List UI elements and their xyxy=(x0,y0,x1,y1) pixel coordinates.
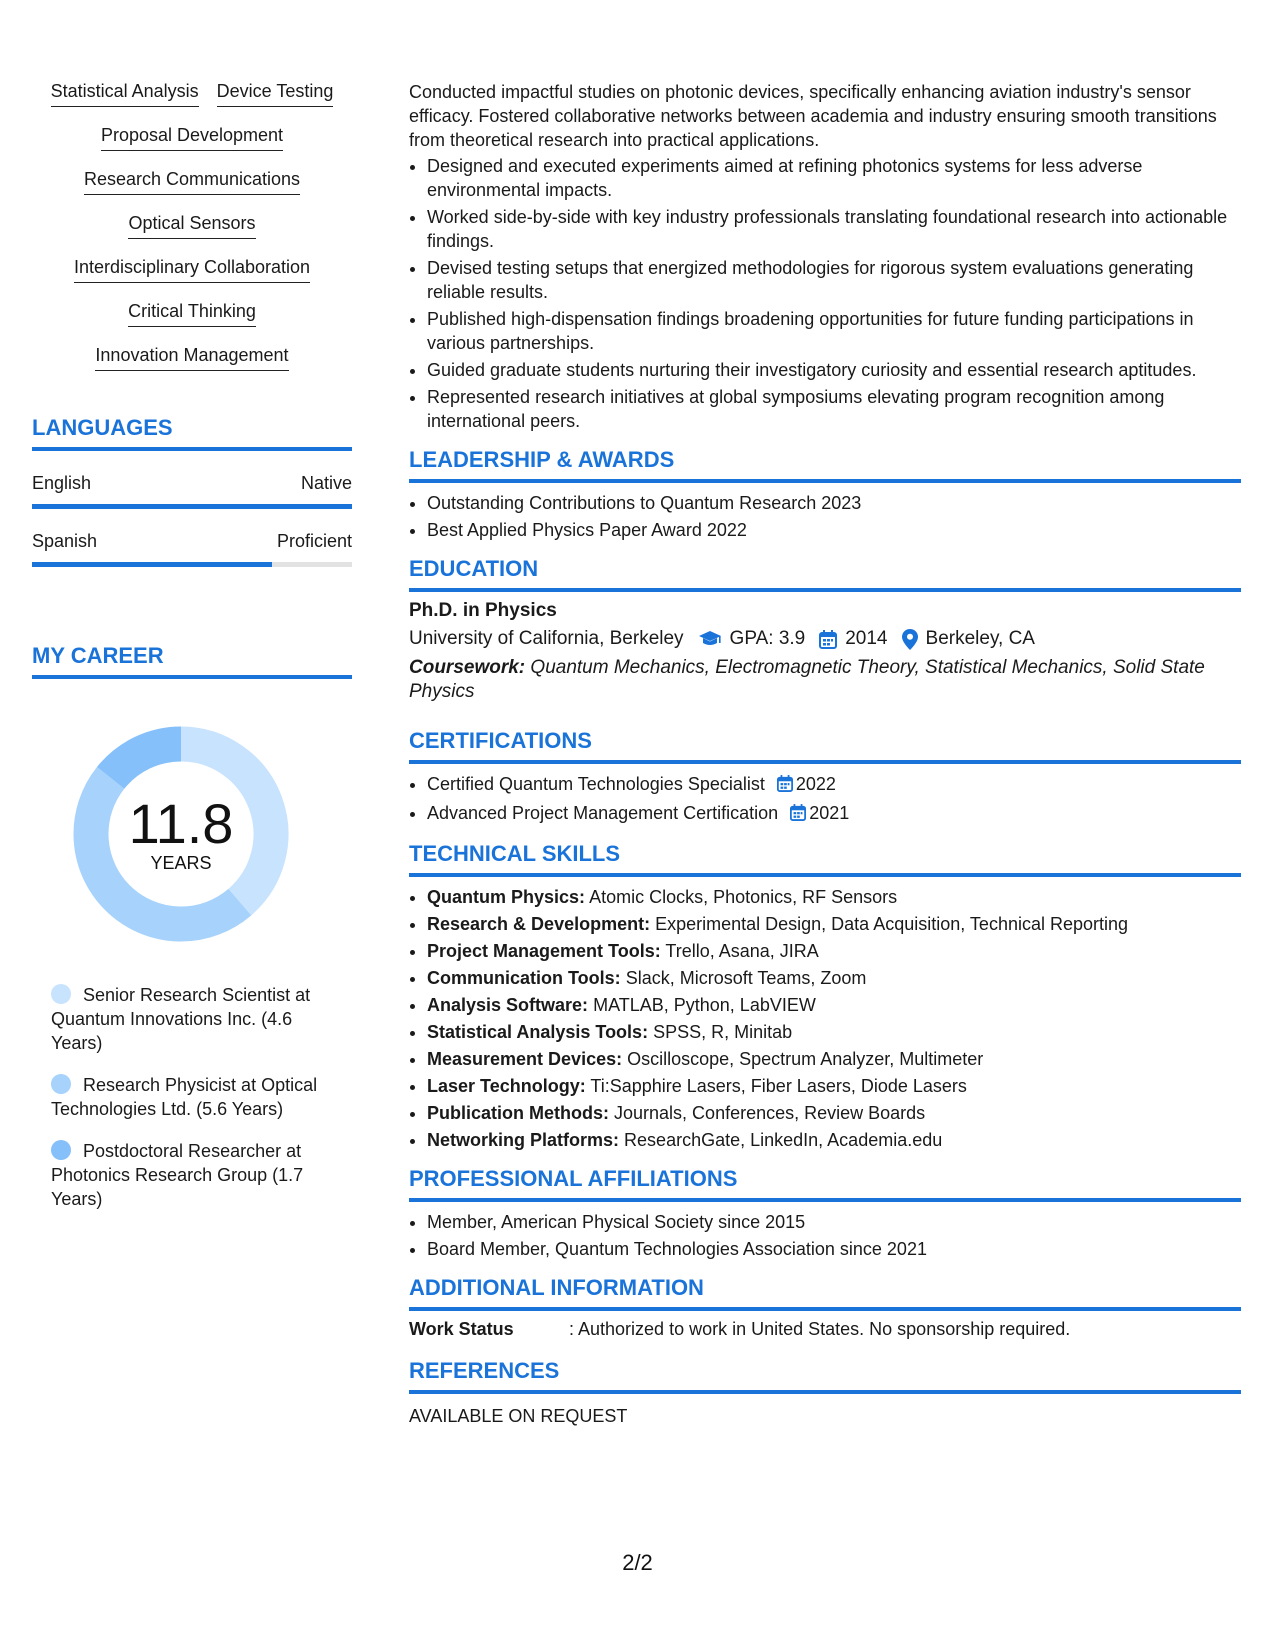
list-item: • Guided graduate students nurturing their investigatory curiosity and essential research aptitudes. xyxy=(427,358,1241,382)
graduation-cap-icon xyxy=(698,630,722,648)
list-item xyxy=(427,772,1241,798)
career-heading: MY CAREER xyxy=(32,643,352,679)
references-text: AVAILABLE ON REQUEST xyxy=(409,1406,628,1426)
language-level: Native xyxy=(300,473,352,493)
legend-label: Senior Research Scientist at Quantum Innovations Inc. (4.6 Years) xyxy=(51,985,311,1053)
list-item: • Represented research initiatives at global symposiums elevating program recognition among international peers. xyxy=(427,385,1241,433)
list-item xyxy=(427,1128,1241,1152)
skill-label: Communication Tools: xyxy=(427,968,621,988)
skill-tag: Optical Sensors xyxy=(128,212,255,239)
list-item xyxy=(427,1020,1241,1044)
degree-title: Ph.D. in Physics xyxy=(409,600,557,621)
legend-item xyxy=(51,1073,321,1121)
main-content xyxy=(409,80,1241,1427)
list-item: • Devised testing setups that energized methodologies for rigorous system evaluations generating reliable results. xyxy=(427,256,1241,304)
technical-skills-list xyxy=(409,885,1241,1152)
school-name: University of California, Berkeley xyxy=(409,628,684,649)
skill-value: Ti:Sapphire Lasers, Fiber Lasers, Diode Lasers xyxy=(590,1076,967,1096)
skill-value: Slack, Microsoft Teams, Zoom xyxy=(625,968,867,988)
work-status-label: Work Status xyxy=(409,1319,514,1339)
language-bar xyxy=(32,504,352,509)
education-heading: EDUCATION xyxy=(409,556,1241,592)
list-item xyxy=(427,912,1241,936)
list-item xyxy=(427,966,1241,990)
list-item xyxy=(427,939,1241,963)
technical-skills-heading: TECHNICAL SKILLS xyxy=(409,841,1241,877)
calendar-icon xyxy=(819,630,837,649)
coursework-list: Quantum Mechanics, Electromagnetic Theory, Statistical Mechanics, Solid State Physics xyxy=(409,657,1205,702)
certifications-heading: CERTIFICATIONS xyxy=(409,728,1241,764)
sidebar xyxy=(32,80,352,1229)
legend-dot xyxy=(51,1074,71,1094)
list-item xyxy=(427,801,1241,827)
affiliations-list xyxy=(409,1210,1241,1261)
skill-tag: Device Testing xyxy=(217,80,334,107)
page-number: 2/2 xyxy=(622,1550,653,1575)
list-item: • Best Applied Physics Paper Award 2022 xyxy=(427,518,1241,542)
experience-intro: Conducted impactful studies on photonic devices, specifically enhancing aviation industry's sensor efficacy. Fostered collaborative networks between academia and industry ensuring smooth transitions from theoretical research into practical applications. xyxy=(409,82,1217,150)
coursework-label: Coursework: xyxy=(409,657,526,678)
skill-value: Oscilloscope, Spectrum Analyzer, Multimeter xyxy=(627,1049,984,1069)
coursework xyxy=(409,656,1241,704)
career-donut-chart xyxy=(66,719,296,949)
certifications-list xyxy=(409,772,1241,827)
education-details xyxy=(409,628,1241,650)
work-status-value: : Authorized to work in United States. No sponsorship required. xyxy=(569,1319,1071,1339)
skill-label: Laser Technology: xyxy=(427,1076,586,1096)
skill-label: Project Management Tools: xyxy=(427,941,661,961)
skill-value: Atomic Clocks, Photonics, RF Sensors xyxy=(589,887,898,907)
career-total: 11.8 xyxy=(128,791,234,855)
skill-value: SPSS, R, Minitab xyxy=(653,1022,793,1042)
language-bar xyxy=(32,562,352,567)
list-item xyxy=(427,993,1241,1017)
additional-info-heading: ADDITIONAL INFORMATION xyxy=(409,1275,1241,1311)
legend-label: Research Physicist at Optical Technologies Ltd. (5.6 Years) xyxy=(51,1075,318,1119)
skill-value: Trello, Asana, JIRA xyxy=(665,941,819,961)
legend-dot xyxy=(51,1140,71,1160)
skill-tag: Critical Thinking xyxy=(128,300,256,327)
list-item xyxy=(427,1101,1241,1125)
language-bar-fill xyxy=(32,504,352,509)
language-item xyxy=(32,473,352,509)
school-location: Berkeley, CA xyxy=(925,628,1035,649)
skills-tags xyxy=(32,80,352,371)
languages-heading: LANGUAGES xyxy=(32,415,352,451)
language-name: English xyxy=(32,473,92,493)
list-item: • Worked side-by-side with key industry professionals translating foundational research into actionable findings. xyxy=(427,205,1241,253)
list-item: • Member, American Physical Society since 2015 xyxy=(427,1210,1241,1234)
skill-label: Analysis Software: xyxy=(427,995,589,1015)
legend-item xyxy=(51,1139,321,1211)
skill-label: Quantum Physics: xyxy=(427,887,586,907)
language-item xyxy=(32,531,352,567)
affiliations-heading: PROFESSIONAL AFFILIATIONS xyxy=(409,1166,1241,1202)
list-item xyxy=(427,885,1241,909)
skill-label: Measurement Devices: xyxy=(427,1049,623,1069)
certification-year: 2021 xyxy=(809,803,850,823)
certification-name: Advanced Project Management Certification xyxy=(427,803,779,823)
language-name: Spanish xyxy=(32,531,98,551)
list-item: • Published high-dispensation findings broadening opportunities for future funding participations in various partnerships. xyxy=(427,307,1241,355)
skill-value: Journals, Conferences, Review Boards xyxy=(614,1103,926,1123)
skill-tag: Interdisciplinary Collaboration xyxy=(74,256,310,283)
references-heading: REFERENCES xyxy=(409,1358,1241,1394)
skill-label: Networking Platforms: xyxy=(427,1130,620,1150)
list-item xyxy=(427,1074,1241,1098)
certification-name: Certified Quantum Technologies Specialist xyxy=(427,774,765,794)
language-bar-fill xyxy=(32,562,272,567)
legend-item xyxy=(51,983,321,1055)
skill-label: Publication Methods: xyxy=(427,1103,609,1123)
skill-tag: Proposal Development xyxy=(101,124,283,151)
calendar-icon xyxy=(777,774,793,798)
list-item: • Designed and executed experiments aimed at refining photonics systems for less adverse environmental impacts. xyxy=(427,154,1241,202)
list-item: • Board Member, Quantum Technologies Association since 2021 xyxy=(427,1237,1241,1261)
skill-value: Experimental Design, Data Acquisition, Technical Reporting xyxy=(655,914,1129,934)
list-item xyxy=(427,1047,1241,1071)
skill-value: ResearchGate, LinkedIn, Academia.edu xyxy=(624,1130,943,1150)
certification-year: 2022 xyxy=(795,774,836,794)
skill-tag: Statistical Analysis xyxy=(51,80,199,107)
skill-label: Statistical Analysis Tools: xyxy=(427,1022,649,1042)
career-unit: YEARS xyxy=(150,852,212,873)
gpa: GPA: 3.9 xyxy=(729,628,806,649)
language-level: Proficient xyxy=(276,531,352,551)
experience-bullets xyxy=(409,154,1241,433)
location-pin-icon xyxy=(902,629,918,650)
awards-heading: LEADERSHIP & AWARDS xyxy=(409,447,1241,483)
skill-label: Research & Development: xyxy=(427,914,651,934)
skill-tag: Research Communications xyxy=(84,168,300,195)
list-item: • Outstanding Contributions to Quantum Research 2023 xyxy=(427,491,1241,515)
work-status-row xyxy=(409,1319,1241,1340)
skill-tag: Innovation Management xyxy=(95,344,288,371)
legend-label: Postdoctoral Researcher at Photonics Research Group (1.7 Years) xyxy=(51,1141,304,1209)
graduation-year: 2014 xyxy=(845,628,888,649)
skill-value: MATLAB, Python, LabVIEW xyxy=(593,995,816,1015)
awards-list xyxy=(409,491,1241,542)
legend-dot xyxy=(51,984,71,1004)
career-legend xyxy=(32,983,352,1211)
calendar-icon xyxy=(790,803,806,827)
